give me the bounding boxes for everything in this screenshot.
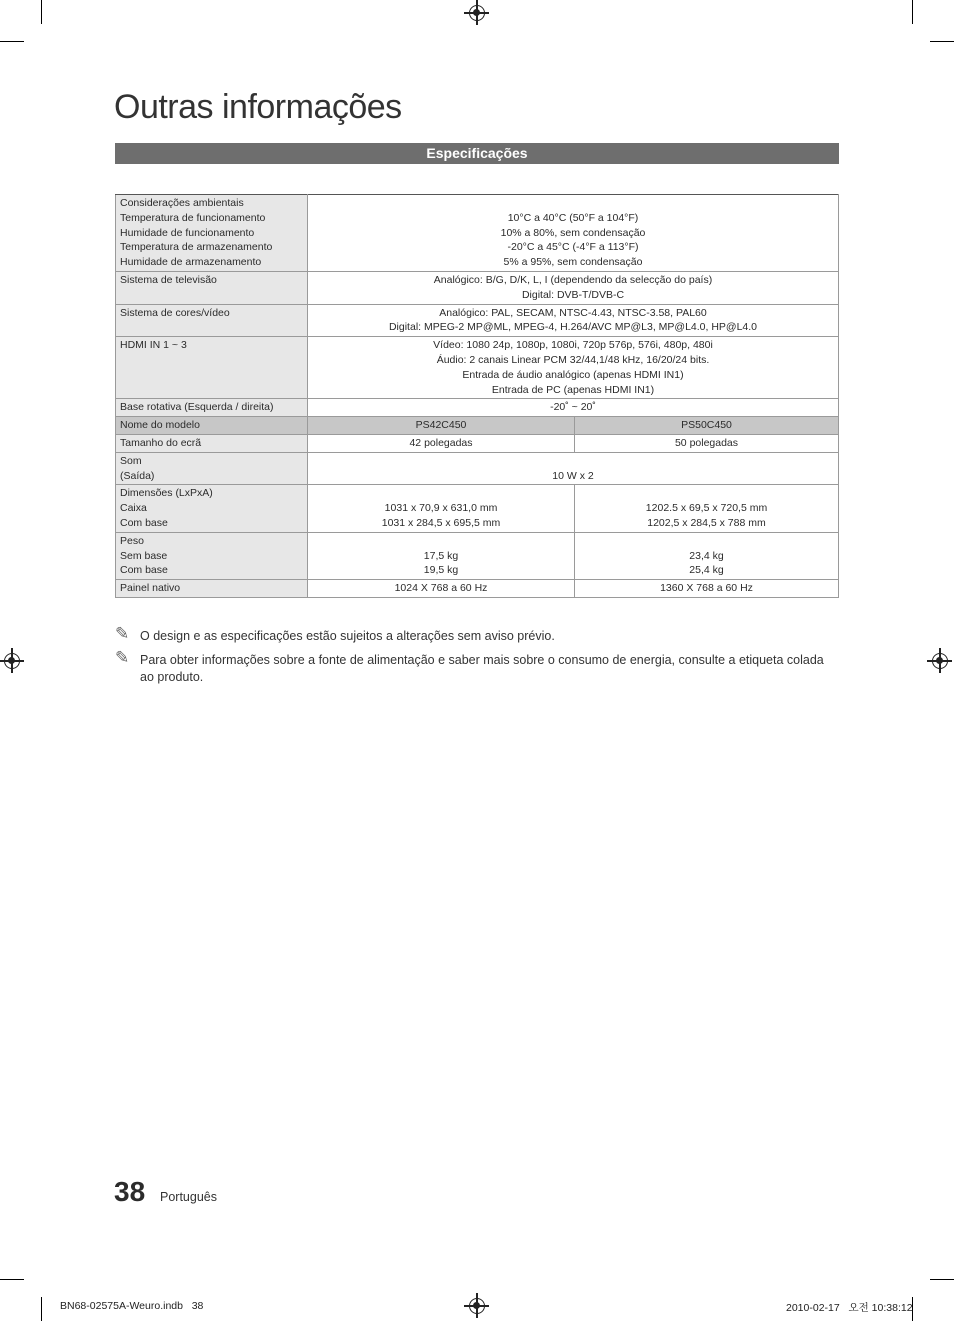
row-value-b: 1202.5 x 69,5 x 720,5 mm 1202,5 x 284,5 x 788 mm bbox=[575, 485, 839, 532]
table-row-model bbox=[116, 417, 839, 435]
model-b: PS50C450 bbox=[575, 417, 839, 435]
registration-mark-icon bbox=[4, 653, 20, 669]
print-file-info: BN68-02575A-Weuro.indb 38 bbox=[60, 1300, 204, 1312]
note-item bbox=[115, 648, 839, 686]
table-row bbox=[116, 195, 839, 272]
row-value: Vídeo: 1080 24p, 1080p, 1080i, 720p 576p, 576i, 480p, 480i Áudio: 2 canais Linear PCM 32/44,1/48 kHz, 16/20/24 bits. Entrada de áudio analógico (apenas HDMI IN1) Entrada de PC (apenas HDMI IN1) bbox=[308, 337, 839, 399]
registration-mark-icon bbox=[469, 5, 485, 21]
crop-mark bbox=[930, 41, 954, 42]
page-number: 38 bbox=[114, 1176, 146, 1207]
table-row bbox=[116, 337, 839, 399]
crop-mark bbox=[0, 1279, 24, 1280]
row-value: -20˚ ~ 20˚ bbox=[308, 399, 839, 417]
row-value: Analógico: B/G, D/K, L, I (dependendo da selecção do país) Digital: DVB-T/DVB-C bbox=[308, 271, 839, 304]
crop-mark bbox=[41, 0, 42, 24]
row-label: Painel nativo bbox=[116, 580, 308, 598]
row-label: Tamanho do ecrã bbox=[116, 434, 308, 452]
page-title: Outras informações bbox=[114, 88, 402, 126]
note-text: Para obter informações sobre a fonte de alimentação e saber mais sobre o consumo de energia, consulte a etiqueta colada ao produto. bbox=[140, 653, 824, 684]
table-row bbox=[116, 485, 839, 532]
crop-mark bbox=[912, 0, 913, 24]
row-value: 10°C a 40°C (50°F a 104°F) 10% a 80%, sem condensação -20°C a 45°C (-4°F a 113°F) 5% a 95%, sem condensação bbox=[308, 195, 839, 272]
row-label: Sistema de cores/vídeo bbox=[116, 304, 308, 337]
crop-mark bbox=[930, 1279, 954, 1280]
row-value-b: 1360 X 768 a 60 Hz bbox=[575, 580, 839, 598]
page-language: Português bbox=[160, 1190, 217, 1204]
row-value-b: 50 polegadas bbox=[575, 434, 839, 452]
pencil-note-icon: ✎ bbox=[115, 648, 130, 667]
row-value-a: 17,5 kg 19,5 kg bbox=[308, 532, 575, 579]
registration-mark-icon bbox=[469, 1298, 485, 1314]
row-value-b: 23,4 kg 25,4 kg bbox=[575, 532, 839, 579]
note-item bbox=[115, 624, 839, 645]
note-text: O design e as especificações estão sujeitos a alterações sem aviso prévio. bbox=[140, 629, 555, 643]
table-row bbox=[116, 532, 839, 579]
row-label: Considerações ambientais Temperatura de funcionamento Humidade de funcionamento Temperatura de armazenamento Humidade de armazenamento bbox=[116, 195, 308, 272]
registration-mark-icon bbox=[932, 653, 948, 669]
row-label: HDMI IN 1 ~ 3 bbox=[116, 337, 308, 399]
row-label: Base rotativa (Esquerda / direita) bbox=[116, 399, 308, 417]
spec-table bbox=[115, 194, 839, 598]
section-header: Especificações bbox=[115, 143, 839, 164]
row-label: Nome do modelo bbox=[116, 417, 308, 435]
table-row bbox=[116, 452, 839, 485]
row-value: Analógico: PAL, SECAM, NTSC-4.43, NTSC-3.58, PAL60 Digital: MPEG-2 MP@ML, MPEG-4, H.264/AVC MP@L3, MP@L4.0, HP@L4.0 bbox=[308, 304, 839, 337]
row-value: 10 W x 2 bbox=[308, 452, 839, 485]
table-row bbox=[116, 271, 839, 304]
table-row bbox=[116, 304, 839, 337]
crop-mark bbox=[41, 1297, 42, 1321]
row-label: Dimensões (LxPxA) Caixa Com base bbox=[116, 485, 308, 532]
table-row bbox=[116, 580, 839, 598]
table-row bbox=[116, 399, 839, 417]
model-a: PS42C450 bbox=[308, 417, 575, 435]
print-date-info: 2010-02-17 오전 10:38:12 bbox=[786, 1302, 913, 1314]
row-value-a: 42 polegadas bbox=[308, 434, 575, 452]
row-value-a: 1031 x 70,9 x 631,0 mm 1031 x 284,5 x 695,5 mm bbox=[308, 485, 575, 532]
row-label: Sistema de televisão bbox=[116, 271, 308, 304]
row-label: Peso Sem base Com base bbox=[116, 532, 308, 579]
table-row bbox=[116, 434, 839, 452]
row-value-a: 1024 X 768 a 60 Hz bbox=[308, 580, 575, 598]
row-label: Som (Saída) bbox=[116, 452, 308, 485]
notes-list bbox=[115, 624, 839, 693]
crop-mark bbox=[0, 41, 24, 42]
pencil-note-icon: ✎ bbox=[115, 624, 130, 643]
